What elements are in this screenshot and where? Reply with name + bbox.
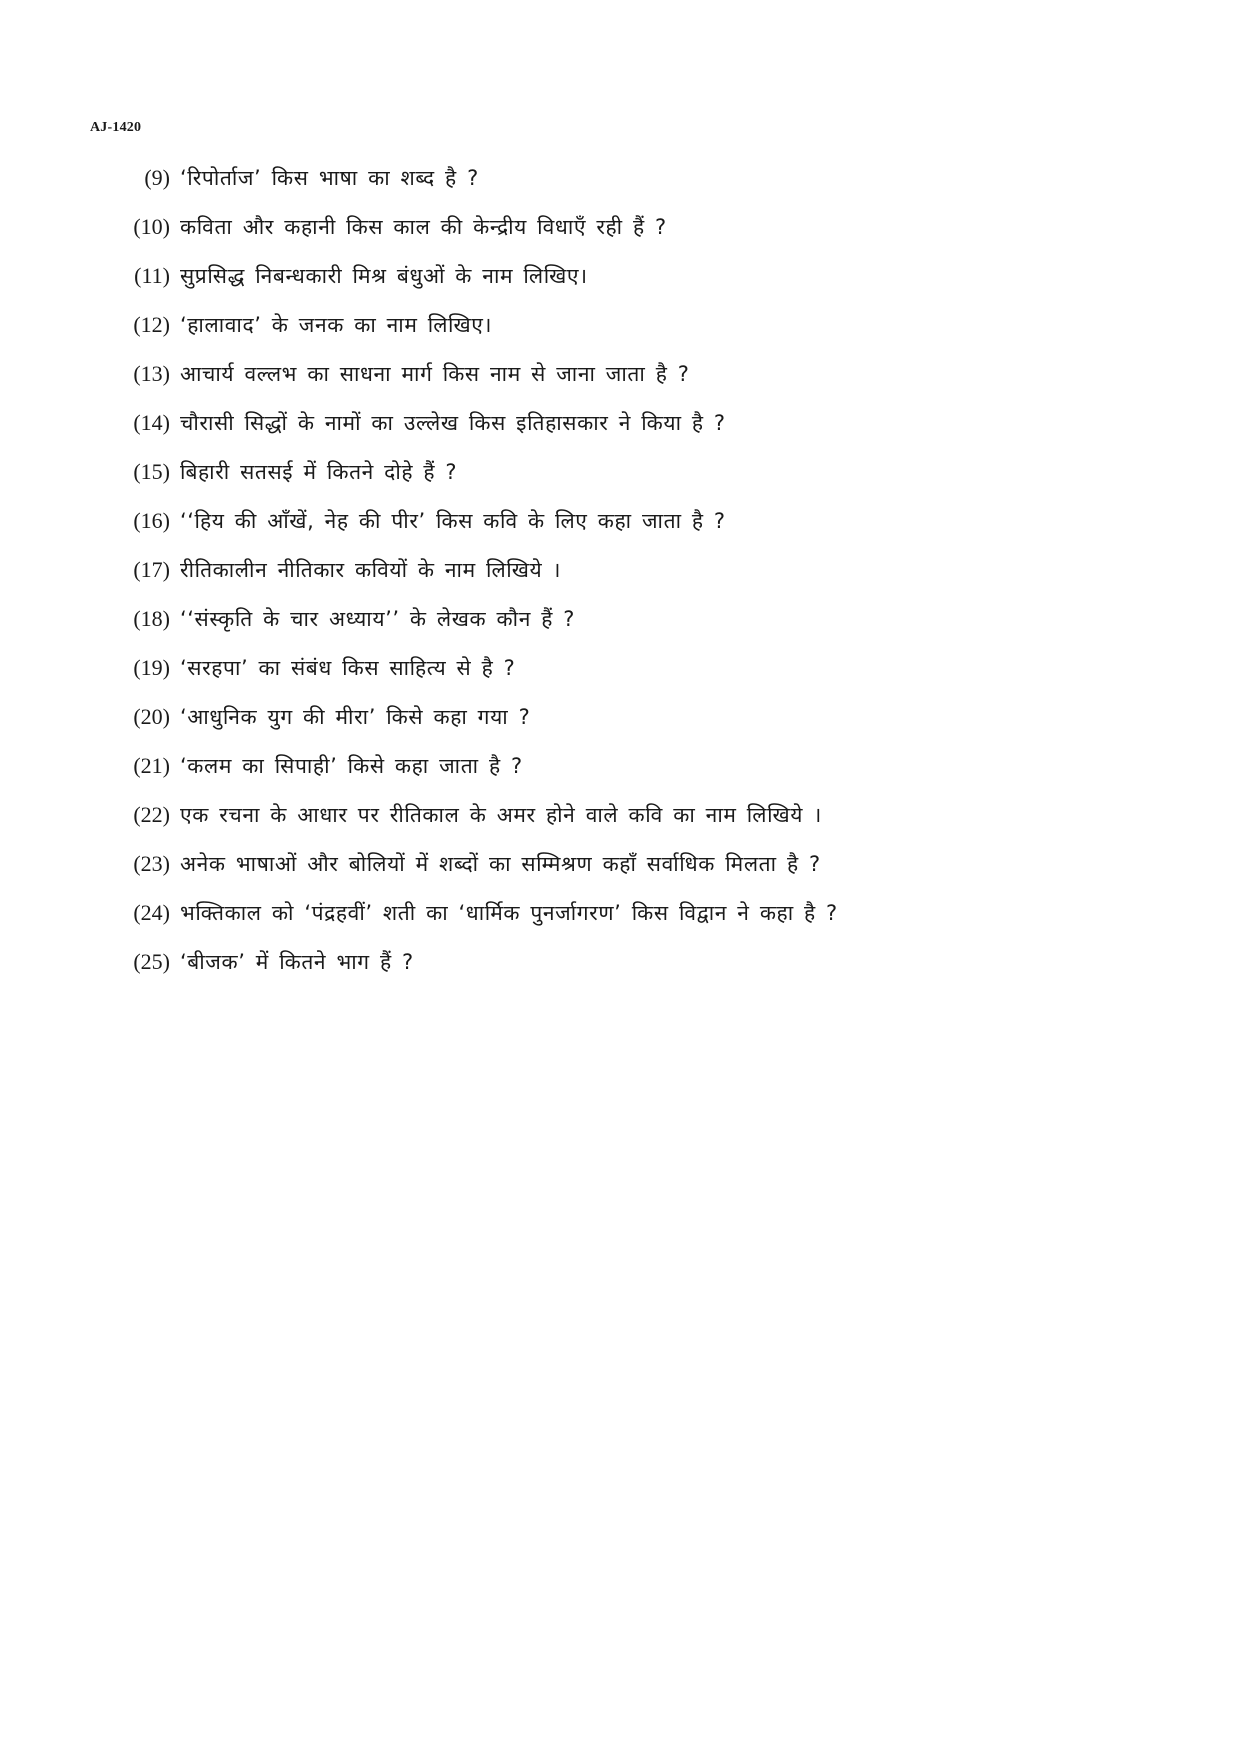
question-item	[0, 697, 1242, 746]
question-list	[0, 158, 1242, 991]
question-text: बिहारी सतसई में कितने दोहे हैं ?	[180, 460, 458, 484]
question-text: आचार्य वल्लभ का साधना मार्ग किस नाम से जाना जाता है ?	[180, 362, 690, 386]
question-number: (11)	[134, 263, 170, 288]
question-number: (14)	[133, 410, 170, 435]
question-number: (15)	[133, 459, 170, 484]
question-item	[0, 501, 1242, 550]
question-number: (19)	[133, 655, 170, 680]
question-item	[0, 599, 1242, 648]
question-item	[0, 452, 1242, 501]
question-item	[0, 648, 1242, 697]
question-number: (12)	[133, 312, 170, 337]
question-number: (23)	[133, 851, 170, 876]
question-item	[0, 844, 1242, 893]
question-text: ‘हालावाद’ के जनक का नाम लिखिए।	[180, 313, 493, 337]
question-item	[0, 207, 1242, 256]
question-text: अनेक भाषाओं और बोलियों में शब्दों का सम्मिश्रण कहाँ सर्वाधिक मिलता है ?	[180, 852, 821, 876]
question-number: (21)	[133, 753, 170, 778]
question-item	[0, 746, 1242, 795]
question-item	[0, 550, 1242, 599]
question-item	[0, 256, 1242, 305]
question-item	[0, 403, 1242, 452]
question-number: (18)	[133, 606, 170, 631]
question-number: (17)	[133, 557, 170, 582]
question-text: चौरासी सिद्धों के नामों का उल्लेख किस इतिहासकार ने किया है ?	[180, 411, 726, 435]
question-text: ‘सरहपा’ का संबंध किस साहित्य से है ?	[180, 656, 516, 680]
question-text: कविता और कहानी किस काल की केन्द्रीय विधाएँ रही हैं ?	[180, 215, 667, 239]
question-item	[0, 158, 1242, 207]
question-number: (10)	[133, 214, 170, 239]
question-text: एक रचना के आधार पर रीतिकाल के अमर होने वाले कवि का नाम लिखिये ।	[180, 803, 822, 827]
question-text: ‘कलम का सिपाही’ किसे कहा जाता है ?	[180, 754, 523, 778]
question-number: (13)	[133, 361, 170, 386]
question-item	[0, 305, 1242, 354]
question-number: (25)	[133, 949, 170, 974]
question-number: (24)	[133, 900, 170, 925]
question-text: ‘बीजक’ में कितने भाग हैं ?	[180, 950, 414, 974]
question-text: ‘आधुनिक युग की मीरा’ किसे कहा गया ?	[180, 705, 531, 729]
question-number: (16)	[133, 508, 170, 533]
question-text: ‘‘संस्कृति के चार अध्याय’’ के लेखक कौन हैं ?	[180, 607, 576, 631]
question-item	[0, 795, 1242, 844]
paper-code: AJ-1420	[90, 120, 142, 135]
question-number: (9)	[144, 165, 170, 190]
question-item	[0, 354, 1242, 403]
question-number: (22)	[133, 802, 170, 827]
question-text: भक्तिकाल को ‘पंद्रहवीं’ शती का ‘धार्मिक पुनर्जागरण’ किस विद्वान ने कहा है ?	[180, 901, 838, 925]
question-item	[0, 942, 1242, 991]
question-number: (20)	[133, 704, 170, 729]
question-text: सुप्रसिद्ध निबन्धकारी मिश्र बंधुओं के नाम लिखिए।	[180, 264, 588, 288]
question-text: रीतिकालीन नीतिकार कवियों के नाम लिखिये ।	[180, 558, 562, 582]
question-text: ‘रिपोर्ताज’ किस भाषा का शब्द है ?	[180, 166, 479, 190]
question-item	[0, 893, 1242, 942]
question-text: ‘‘हिय की आँखें, नेह की पीर’ किस कवि के लिए कहा जाता है ?	[180, 509, 726, 533]
